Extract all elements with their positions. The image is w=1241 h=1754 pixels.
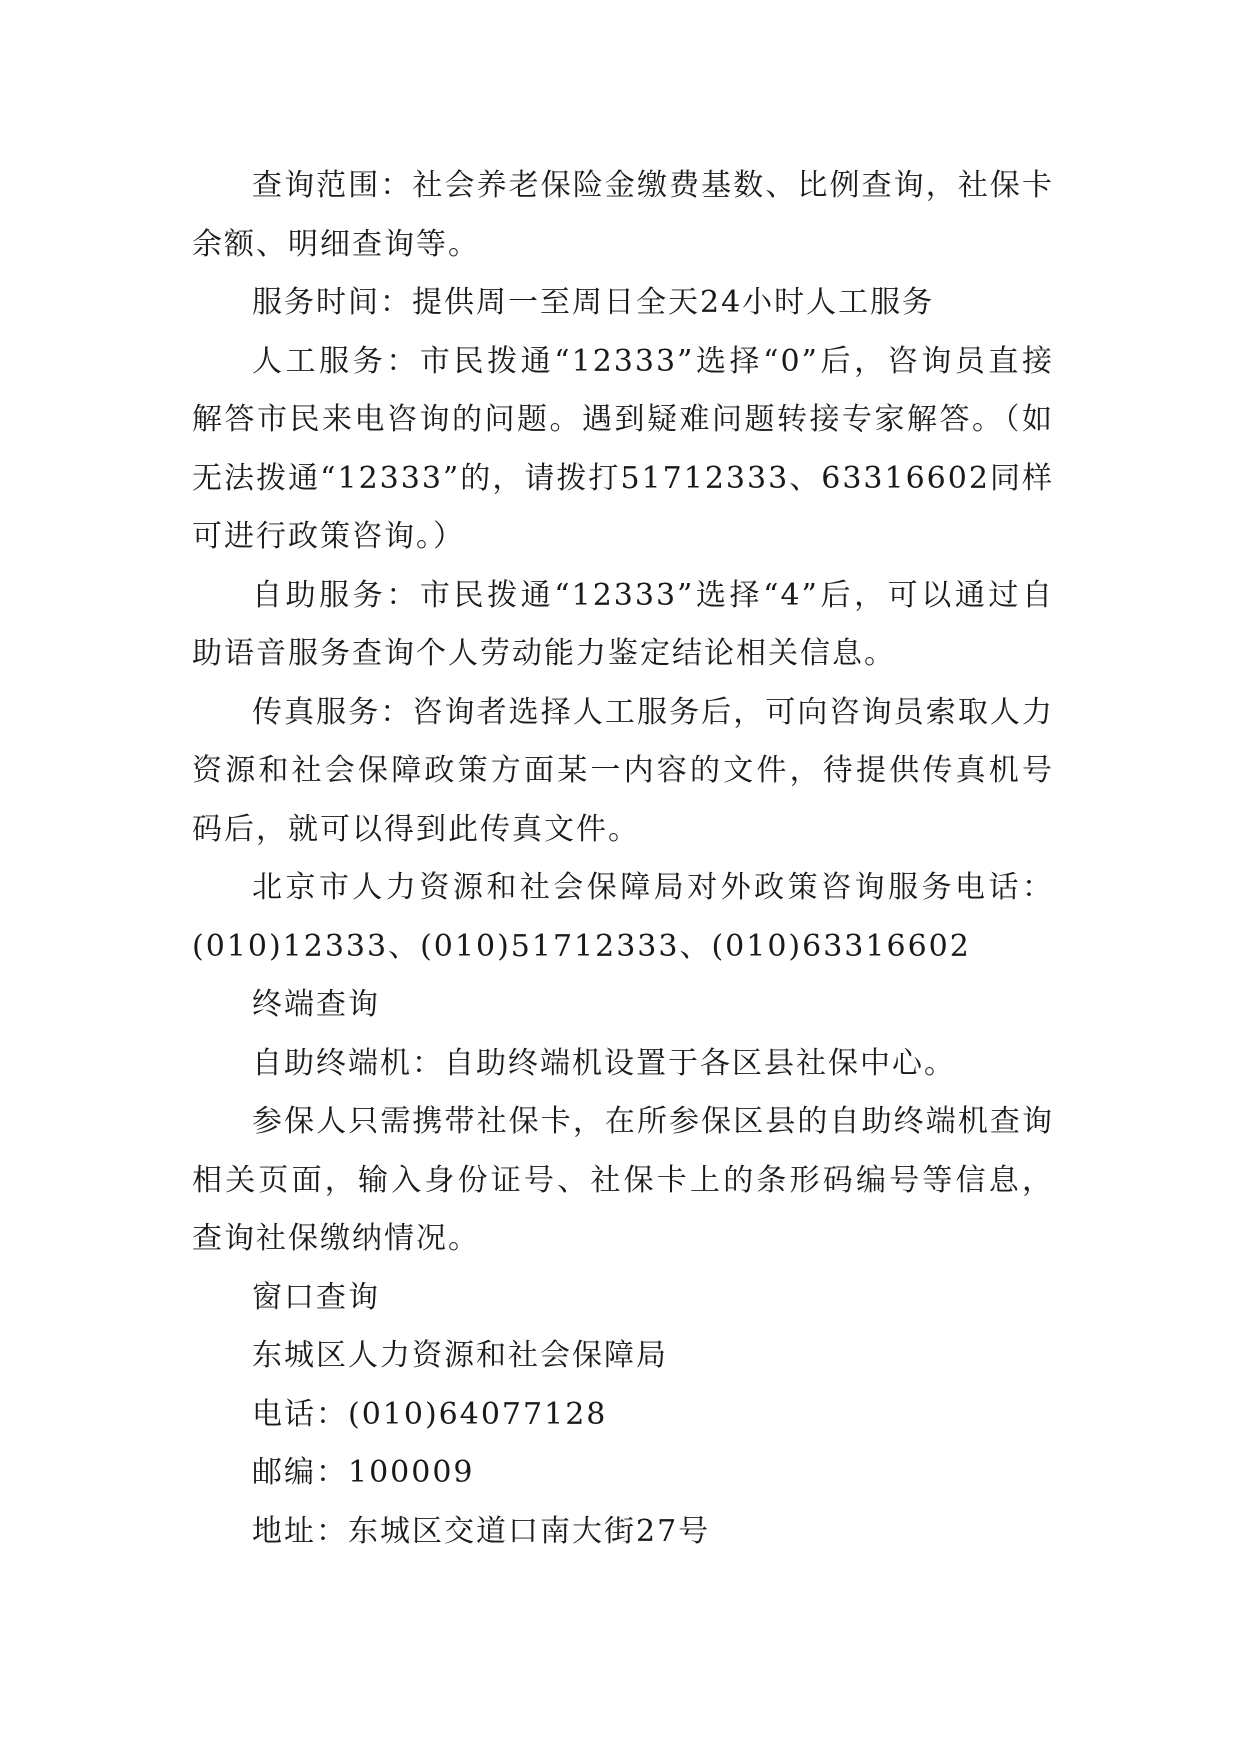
paragraph-manual-service: 人工服务：市民拨通“12333”选择“0”后，咨询员直接解答市民来电咨询的问题。遇到疑难问题转接专家解答。（如无法拨通“12333”的，请拨打51712333、63316602同样可进行政策咨询。） xyxy=(192,343,1054,554)
paragraph-phone: 电话：(010)64077128 xyxy=(252,1396,608,1432)
heading-terminal-query: 终端查询 xyxy=(252,987,380,1022)
paragraph-query-scope: 查询范围：社会养老保险金缴费基数、比例查询，社保卡余额、明细查询等。 xyxy=(192,168,1054,262)
paragraph-terminal-usage: 参保人只需携带社保卡，在所参保区县的自助终端机查询相关页面，输入身份证号、社保卡上的条形码编号等信息，查询社保缴纳情况。 xyxy=(192,1104,1054,1256)
paragraph-hotline: 北京市人力资源和社会保障局对外政策咨询服务电话：(010)12333、(010)51712333、(010)63316602 xyxy=(192,870,1054,964)
paragraph-fax-service: 传真服务：咨询者选择人工服务后，可向咨询员索取人力资源和社会保障政策方面某一内容的文件，待提供传真机号码后，就可以得到此传真文件。 xyxy=(192,694,1054,847)
document-body xyxy=(192,157,1054,1561)
paragraph-self-service: 自助服务：市民拨通“12333”选择“4”后，可以通过自助语音服务查询个人劳动能力鉴定结论相关信息。 xyxy=(192,577,1054,671)
heading-window-query: 窗口查询 xyxy=(252,1279,380,1315)
paragraph-address: 地址：东城区交道口南大街27号 xyxy=(252,1513,711,1549)
paragraph-self-terminal: 自助终端机：自助终端机设置于各区县社保中心。 xyxy=(252,1045,956,1081)
paragraph-service-time: 服务时间：提供周一至周日全天24小时人工服务 xyxy=(252,285,935,320)
paragraph-postcode: 邮编：100009 xyxy=(252,1455,475,1490)
paragraph-bureau-name: 东城区人力资源和社会保障局 xyxy=(252,1338,668,1373)
